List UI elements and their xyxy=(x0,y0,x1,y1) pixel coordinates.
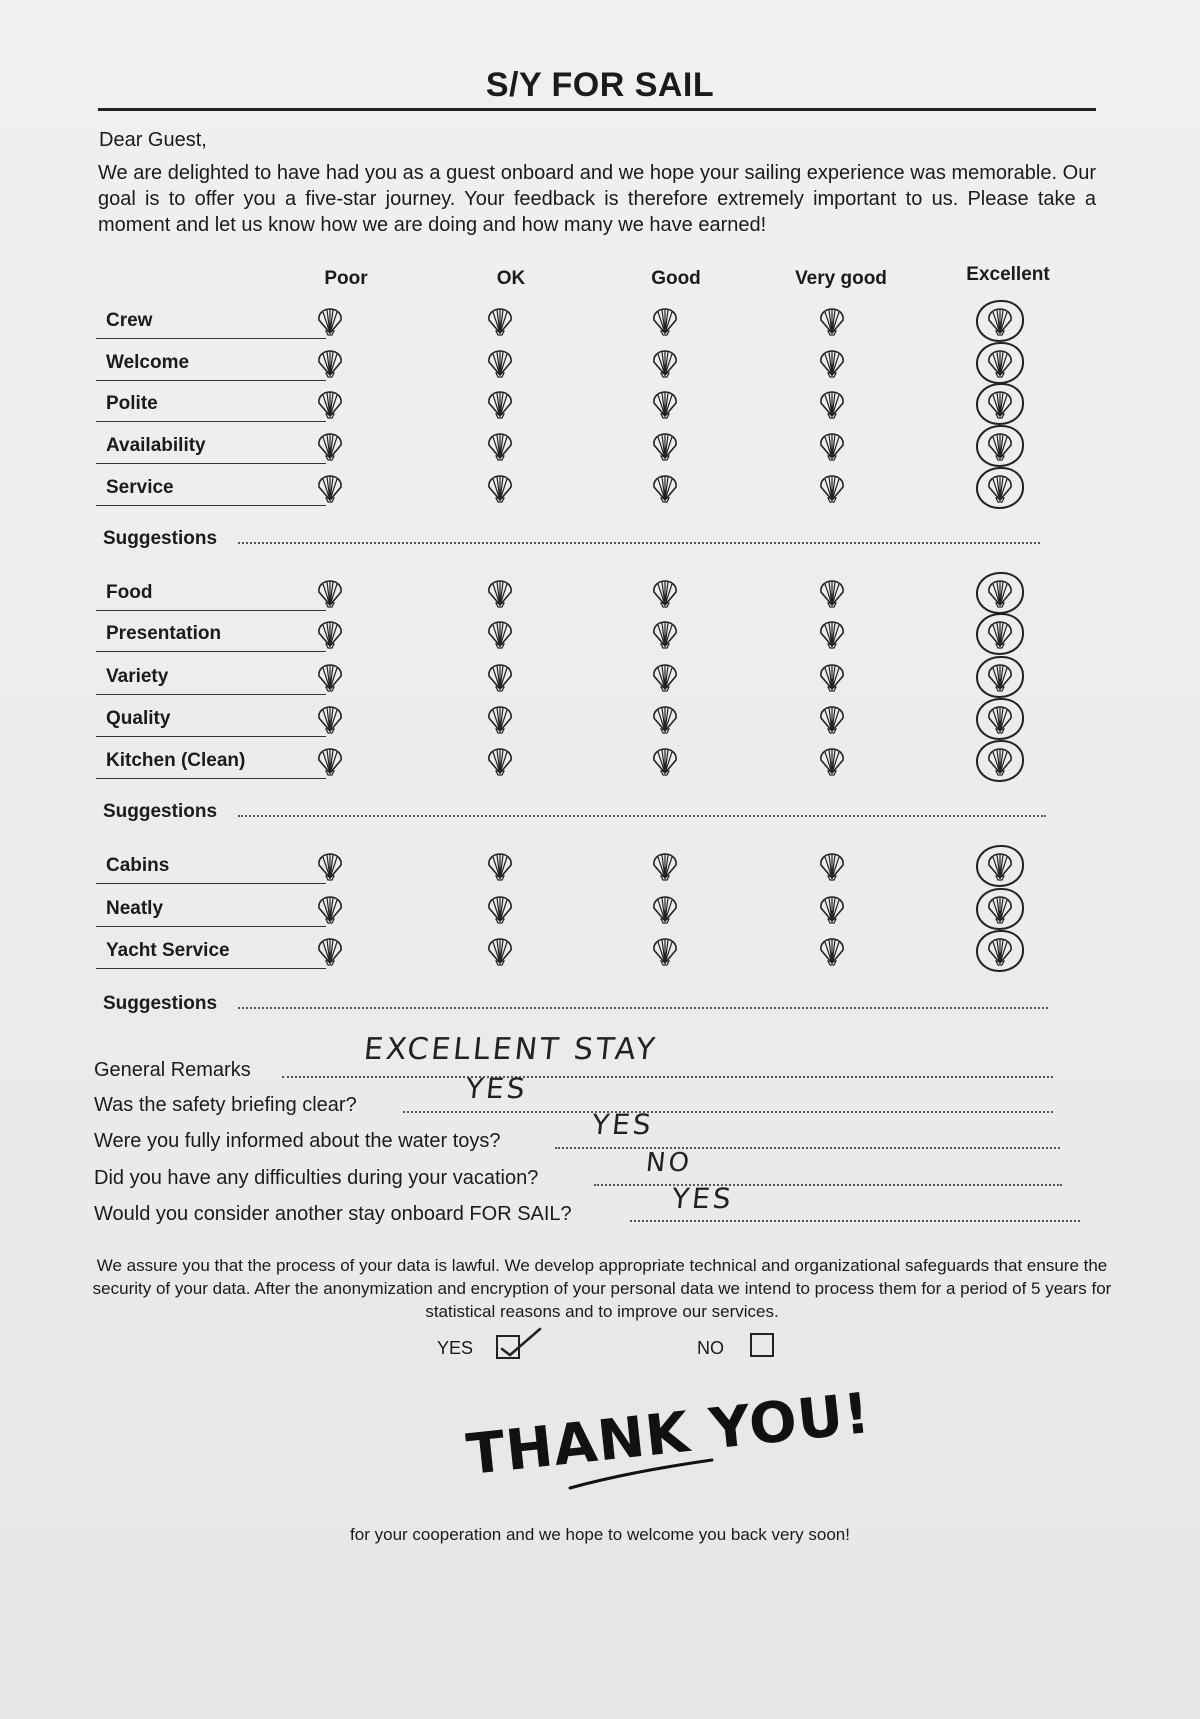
rating-row-label: Food xyxy=(96,582,326,611)
shell-rating-icon[interactable] xyxy=(485,348,515,378)
shell-rating-icon[interactable] xyxy=(485,619,515,649)
selected-rating-circle xyxy=(976,888,1024,930)
thank-you-handwritten: THANK YOU! xyxy=(463,1380,874,1489)
shell-rating-icon[interactable] xyxy=(485,389,515,419)
thank-you-underline xyxy=(566,1458,716,1492)
shell-rating-icon[interactable] xyxy=(650,578,680,608)
shell-rating-icon[interactable] xyxy=(485,746,515,776)
answer-general-remarks: EXCELLENT STAY xyxy=(362,1032,660,1067)
answer-another-stay: YES xyxy=(670,1182,736,1215)
form-title: S/Y FOR SAIL xyxy=(485,66,715,104)
rating-row-label: Presentation xyxy=(96,623,326,652)
shell-rating-icon[interactable] xyxy=(315,473,345,503)
consent-yes-checkbox[interactable] xyxy=(496,1335,520,1359)
selected-rating-circle xyxy=(976,425,1024,467)
shell-rating-icon[interactable] xyxy=(650,704,680,734)
shell-rating-icon[interactable] xyxy=(817,348,847,378)
shell-rating-icon[interactable] xyxy=(650,662,680,692)
shell-rating-icon[interactable] xyxy=(817,431,847,461)
suggestions-label-food: Suggestions xyxy=(103,801,218,822)
shell-rating-icon[interactable] xyxy=(485,936,515,966)
suggestions-label-crew: Suggestions xyxy=(103,528,218,549)
closing-text: for your cooperation and we hope to welcome you back very soon! xyxy=(350,1525,850,1544)
shell-rating-icon[interactable] xyxy=(817,389,847,419)
shell-rating-icon[interactable] xyxy=(315,306,345,336)
selected-rating-circle xyxy=(976,930,1024,972)
answer-water-toys: YES xyxy=(590,1108,656,1141)
answer-line-safety-briefing[interactable] xyxy=(403,1111,1053,1113)
rating-row-label: Welcome xyxy=(96,352,326,381)
shell-rating-icon[interactable] xyxy=(315,662,345,692)
suggestions-line-cabins[interactable] xyxy=(238,1007,1048,1009)
shell-rating-icon[interactable] xyxy=(315,936,345,966)
selected-rating-circle xyxy=(976,845,1024,887)
shell-rating-icon[interactable] xyxy=(315,851,345,881)
shell-rating-icon[interactable] xyxy=(485,431,515,461)
selected-rating-circle xyxy=(976,698,1024,740)
consent-no-checkbox[interactable] xyxy=(750,1333,774,1357)
selected-rating-circle xyxy=(976,300,1024,342)
shell-rating-icon[interactable] xyxy=(817,936,847,966)
question-another-stay: Would you consider another stay onboard FOR SAIL? xyxy=(94,1203,572,1225)
shell-rating-icon[interactable] xyxy=(817,704,847,734)
shell-rating-icon[interactable] xyxy=(650,389,680,419)
shell-rating-icon[interactable] xyxy=(315,704,345,734)
shell-rating-icon[interactable] xyxy=(485,662,515,692)
selected-rating-circle xyxy=(976,613,1024,655)
selected-rating-circle xyxy=(976,656,1024,698)
selected-rating-circle xyxy=(976,383,1024,425)
shell-rating-icon[interactable] xyxy=(315,746,345,776)
selected-rating-circle xyxy=(976,467,1024,509)
question-difficulties: Did you have any difficulties during your vacation? xyxy=(94,1167,539,1189)
rating-row-label: Yacht Service xyxy=(96,940,326,969)
shell-rating-icon[interactable] xyxy=(485,578,515,608)
suggestions-line-food[interactable] xyxy=(238,815,1046,817)
rating-row-label: Service xyxy=(96,477,326,506)
shell-rating-icon[interactable] xyxy=(315,431,345,461)
column-header-very-good: Very good xyxy=(795,268,887,289)
shell-rating-icon[interactable] xyxy=(315,389,345,419)
shell-rating-icon[interactable] xyxy=(650,936,680,966)
answer-difficulties: NO xyxy=(644,1148,694,1178)
rating-row-label: Availability xyxy=(96,435,326,464)
shell-rating-icon[interactable] xyxy=(315,894,345,924)
title-divider xyxy=(98,108,1096,111)
shell-rating-icon[interactable] xyxy=(650,473,680,503)
rating-row-label: Kitchen (Clean) xyxy=(96,750,326,779)
rating-row-label: Cabins xyxy=(96,855,326,884)
column-header-poor: Poor xyxy=(324,268,368,289)
column-header-excellent: Excellent xyxy=(966,264,1050,285)
shell-rating-icon[interactable] xyxy=(315,578,345,608)
answer-line-water-toys[interactable] xyxy=(555,1147,1060,1149)
question-safety-briefing: Was the safety briefing clear? xyxy=(94,1094,357,1116)
shell-rating-icon[interactable] xyxy=(817,619,847,649)
answer-line-difficulties[interactable] xyxy=(594,1184,1062,1186)
shell-rating-icon[interactable] xyxy=(315,348,345,378)
question-general-remarks: General Remarks xyxy=(94,1059,251,1081)
privacy-notice: We assure you that the process of your data is lawful. We develop appropriate technical and organizational safeguards that ensure the security of your data. After the anonymization and encryption of your personal data we intend to process them for a period of 5 years for statistical reasons and to improve our services. xyxy=(92,1256,1112,1321)
shell-rating-icon[interactable] xyxy=(817,578,847,608)
greeting-text: Dear Guest, xyxy=(99,129,207,151)
suggestions-label-cabins: Suggestions xyxy=(103,993,218,1014)
shell-rating-icon[interactable] xyxy=(485,851,515,881)
shell-rating-icon[interactable] xyxy=(485,306,515,336)
shell-rating-icon[interactable] xyxy=(485,894,515,924)
selected-rating-circle xyxy=(976,572,1024,614)
question-water-toys: Were you fully informed about the water toys? xyxy=(94,1130,501,1152)
shell-rating-icon[interactable] xyxy=(315,619,345,649)
intro-paragraph: We are delighted to have had you as a guest onboard and we hope your sailing experience was memorable. Our goal is to offer you a five-star journey. Your feedback is therefore extremely important to us. Please take a moment and let us know how we are doing and how many we have earned! xyxy=(98,162,1096,236)
rating-row-label: Variety xyxy=(96,666,326,695)
check-mark-icon xyxy=(496,1325,546,1359)
suggestions-line-crew[interactable] xyxy=(238,542,1040,544)
shell-rating-icon[interactable] xyxy=(650,746,680,776)
answer-safety-briefing: YES xyxy=(464,1072,530,1105)
rating-row-label: Crew xyxy=(96,310,326,339)
shell-rating-icon[interactable] xyxy=(650,894,680,924)
column-header-good: Good xyxy=(651,268,701,289)
shell-rating-icon[interactable] xyxy=(650,619,680,649)
shell-rating-icon[interactable] xyxy=(485,473,515,503)
answer-line-another-stay[interactable] xyxy=(630,1220,1080,1222)
shell-rating-icon[interactable] xyxy=(817,894,847,924)
shell-rating-icon[interactable] xyxy=(817,306,847,336)
selected-rating-circle xyxy=(976,342,1024,384)
rating-row-label: Neatly xyxy=(96,898,326,927)
shell-rating-icon[interactable] xyxy=(650,851,680,881)
shell-rating-icon[interactable] xyxy=(817,851,847,881)
rating-row-label: Polite xyxy=(96,393,326,422)
rating-row-label: Quality xyxy=(96,708,326,737)
consent-yes-label: YES xyxy=(437,1338,474,1358)
shell-rating-icon[interactable] xyxy=(817,662,847,692)
shell-rating-icon[interactable] xyxy=(485,704,515,734)
shell-rating-icon[interactable] xyxy=(650,306,680,336)
shell-rating-icon[interactable] xyxy=(817,473,847,503)
shell-rating-icon[interactable] xyxy=(650,431,680,461)
shell-rating-icon[interactable] xyxy=(817,746,847,776)
selected-rating-circle xyxy=(976,740,1024,782)
consent-no-label: NO xyxy=(697,1338,724,1358)
column-header-ok: OK xyxy=(496,268,526,289)
shell-rating-icon[interactable] xyxy=(650,348,680,378)
answer-line-general-remarks[interactable] xyxy=(282,1076,1053,1078)
